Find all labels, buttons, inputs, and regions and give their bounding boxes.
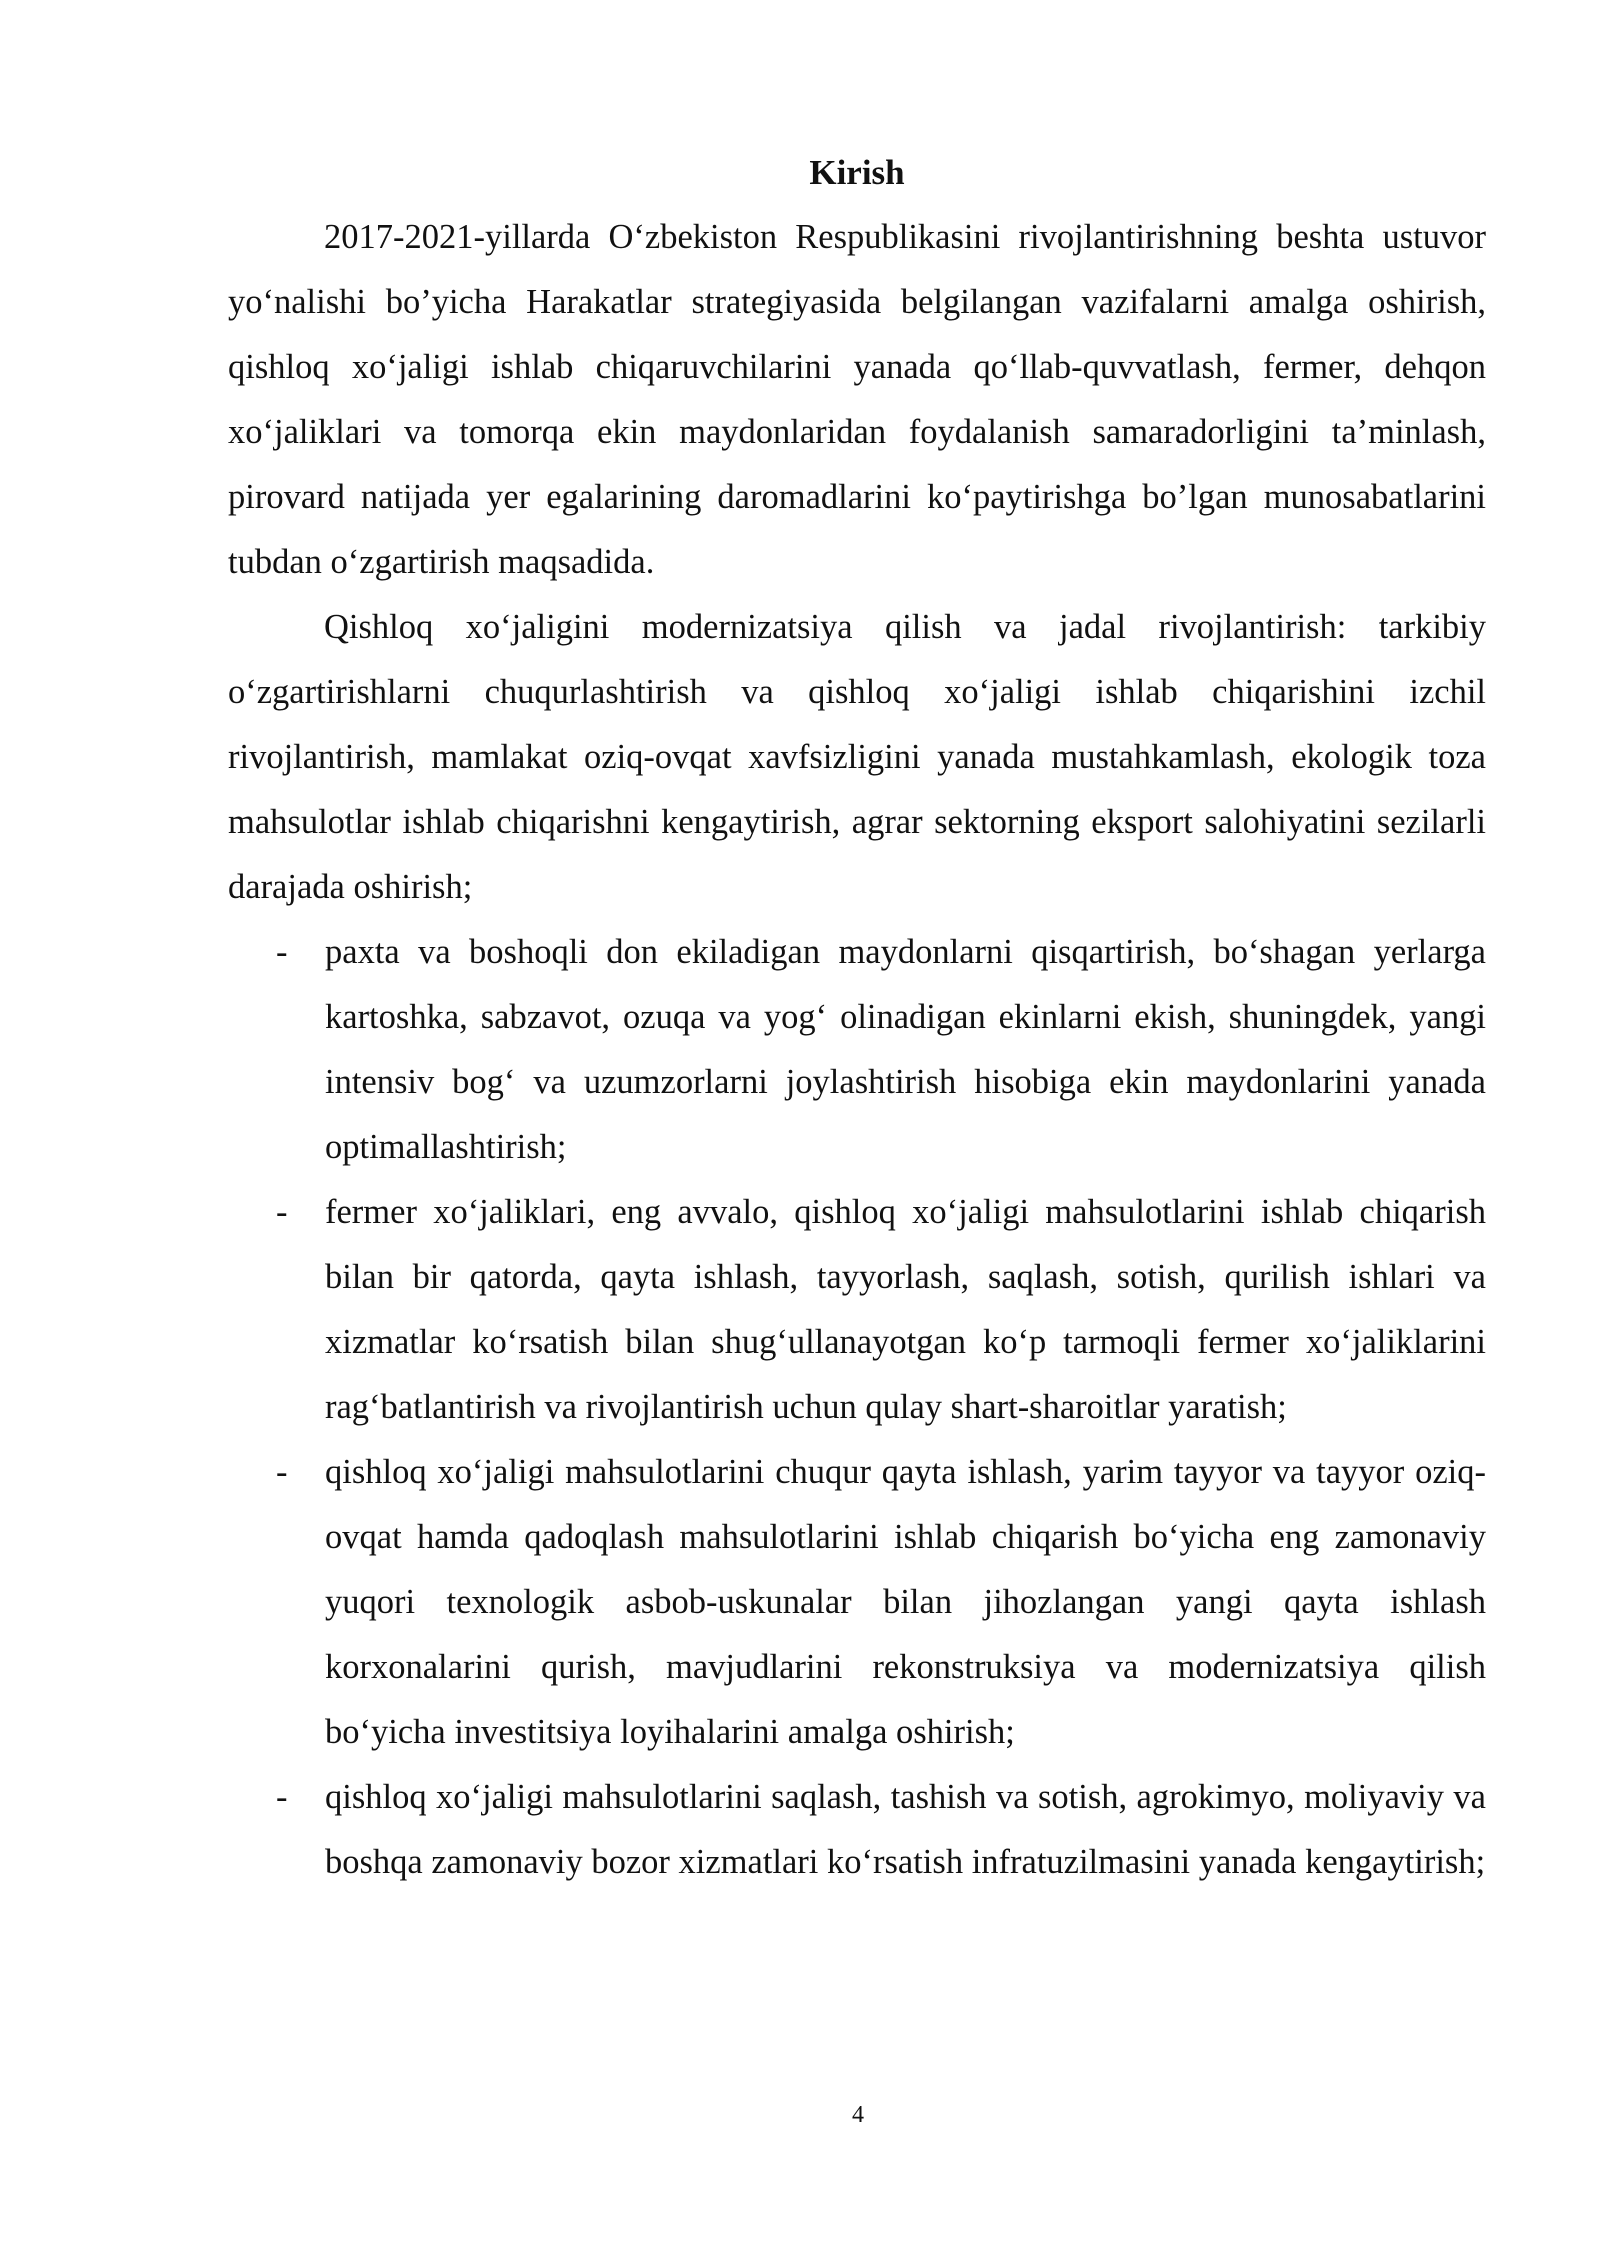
bullet-dash: - <box>276 1453 288 1491</box>
list-item-text: qishloq xo‘jaligi mahsulotlarini chuqur qayta ishlash, yarim tayyor va tayyor oziq-ovqat hamda qadoqlash mahsulotlarini ishlab chiqarish bo‘yicha eng zamonaviy yuqori texnologik asbob-uskunalar bilan jihozlangan yangi qayta ishlash korxonalarini qurish, mavjudlarini rekonstruksiya va modernizatsiya qilish bo‘yicha investitsiya loyihalarini amalga oshirish; <box>325 1453 1486 1751</box>
bullet-dash: - <box>276 933 288 971</box>
bullet-list <box>228 920 1486 1895</box>
list-item <box>228 920 1486 1180</box>
bullet-dash: - <box>276 1778 288 1816</box>
list-item-text: paxta va boshoqli don ekiladigan maydonlarni qisqartirish, bo‘shagan yerlarga kartoshka, sabzavot, ozuqa va yog‘ olinadigan ekinlarni ekish, shuningdek, yangi intensiv bog‘ va uzumzorlarni joylashtirish hisobiga ekin maydonlarini yanada optimallashtirish; <box>325 933 1486 1166</box>
document-page <box>228 140 1486 1895</box>
modernization-paragraph: Qishloq xo‘jaligini modernizatsiya qilish va jadal rivojlantirish: tarkibiy o‘zgartirishlarni chuqurlashtirish va qishloq xo‘jaligi ishlab chiqarishini izchil rivojlantirish, mamlakat oziq-ovqat xavfsizligini yanada mustahkamlash, ekologik toza mahsulotlar ishlab chiqarishni kengaytirish, agrar sektorning eksport salohiyatini sezilarli darajada oshirish; <box>228 608 1486 906</box>
list-item <box>228 1180 1486 1440</box>
list-item <box>228 1440 1486 1765</box>
list-item-text: fermer xo‘jaliklari, eng avvalo, qishloq xo‘jaligi mahsulotlarini ishlab chiqarish bilan bir qatorda, qayta ishlash, tayyorlash, saqlash, sotish, qurilish ishlari va xizmatlar ko‘rsatish bilan shug‘ullanayotgan ko‘p tarmoqli fermer xo‘jaliklarini rag‘batlantirish va rivojlantirish uchun qulay shart-sharoitlar yaratish; <box>325 1193 1486 1426</box>
intro-paragraph: 2017-2021-yillarda O‘zbekiston Respublikasini rivojlantirishning beshta ustuvor yo‘nalishi bo’yicha Harakatlar strategiyasida belgilangan vazifalarni amalga oshirish, qishloq xo‘jaligi ishlab chiqaruvchilarini yanada qo‘llab-quvvatlash, fermer, dehqon xo‘jaliklari va tomorqa ekin maydonlaridan foydalanish samaradorligini ta’minlash, pirovard natijada yer egalarining daromadlarini ko‘paytirishga bo’lgan munosabatlarini tubdan o‘zgartirish maqsadida. <box>228 218 1486 581</box>
document-title: Kirish <box>809 153 905 192</box>
bullet-dash: - <box>276 1193 288 1231</box>
page-number: 4 <box>852 2102 864 2128</box>
list-item-text: qishloq xo‘jaligi mahsulotlarini saqlash, tashish va sotish, agrokimyo, moliyaviy va boshqa zamonaviy bozor xizmatlari ko‘rsatish infratuzilmasini yanada kengaytirish; <box>325 1778 1486 1881</box>
list-item <box>228 1765 1486 1895</box>
